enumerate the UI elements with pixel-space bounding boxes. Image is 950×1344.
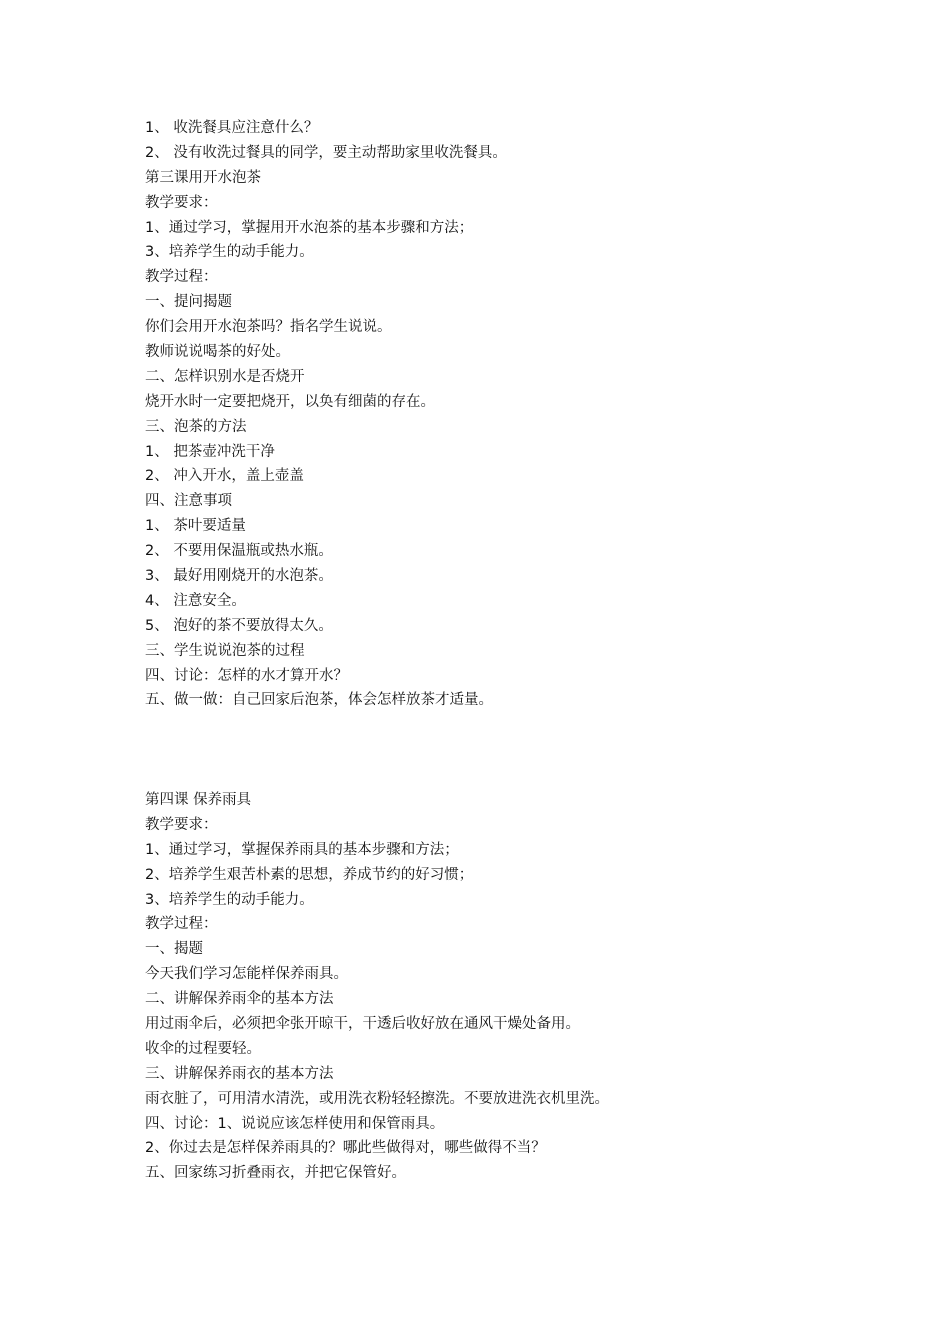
lesson-title: 第四课 保养雨具: [145, 792, 252, 808]
text-line: 烧开水时一定要把烧开，以奂有细菌的存在。: [145, 393, 435, 410]
lesson-three-section: [145, 116, 905, 713]
text-line: 二、怎样识别水是否烧开: [145, 368, 305, 385]
text-line: 5、 泡好的茶不要放得太久。: [145, 617, 333, 634]
text-line: 四、注意事项: [145, 493, 232, 510]
text-line: 五、做一做：自己回家后泡茶，体会怎样放茶才适量。: [145, 692, 493, 709]
text-line: 2、 没有收洗过餐具的同学，要主动帮助家里收洗餐具。: [145, 144, 507, 161]
text-line: 3、培养学生的动手能力。: [145, 891, 314, 908]
text-line: 二、讲解保养雨伞的基本方法: [145, 991, 334, 1008]
text-line: 1、 茶叶要适量: [145, 518, 246, 535]
text-line: 教学过程：: [145, 269, 218, 286]
text-line: 四、讨论：怎样的水才算开水？: [145, 667, 348, 684]
text-line: 一、提问揭题: [145, 294, 232, 311]
text-line: 2、培养学生艰苦朴素的思想，养成节约的好习惯；: [145, 866, 474, 883]
text-line: 一、揭题: [145, 941, 203, 958]
text-line: 2、 冲入开水，盖上壶盖: [145, 468, 304, 485]
text-line: 2、你过去是怎样保养雨具的？哪此些做得对，哪些做得不当？: [145, 1140, 546, 1157]
text-line: 3、 最好用刚烧开的水泡茶。: [145, 568, 333, 585]
text-line: 五、回家练习折叠雨衣，并把它保管好。: [145, 1165, 406, 1182]
text-line: 三、泡茶的方法: [145, 418, 247, 435]
lesson-title: 第三课用开水泡茶: [145, 169, 261, 186]
text-line: 4、 注意安全。: [145, 592, 246, 609]
lesson-four-section: [145, 788, 905, 1186]
text-line: 1、 把茶壶冲洗干净: [145, 443, 275, 460]
text-line: 教学要求：: [145, 816, 218, 833]
text-line: 1、通过学习，掌握保养雨具的基本步骤和方法；: [145, 841, 459, 858]
text-line: 三、讲解保养雨衣的基本方法: [145, 1065, 334, 1082]
text-line: 教学过程：: [145, 916, 218, 933]
text-line: 2、 不要用保温瓶或热水瓶。: [145, 543, 333, 560]
text-line: 三、学生说说泡茶的过程: [145, 642, 305, 659]
text-line: 1、 收洗餐具应注意什么？: [145, 120, 319, 136]
text-line: 教师说说喝茶的好处。: [145, 344, 290, 361]
text-line: 教学要求：: [145, 194, 218, 211]
text-line: 收伞的过程要轻。: [145, 1040, 261, 1057]
text-line: 3、培养学生的动手能力。: [145, 244, 314, 261]
text-line: 今天我们学习怎能样保养雨具。: [145, 966, 348, 983]
text-line: 1、通过学习，掌握用开水泡茶的基本步骤和方法；: [145, 219, 474, 236]
text-line: 四、讨论：1、说说应该怎样使用和保管雨具。: [145, 1115, 445, 1132]
text-line: 雨衣脏了，可用清水清洗，或用洗衣粉轻轻擦洗。不要放进洗衣机里洗。: [145, 1090, 609, 1107]
text-line: 用过雨伞后，必须把伞张开晾干，干透后收好放在通风干燥处备用。: [145, 1016, 580, 1033]
text-line: 你们会用开水泡茶吗？指名学生说说。: [145, 319, 392, 336]
